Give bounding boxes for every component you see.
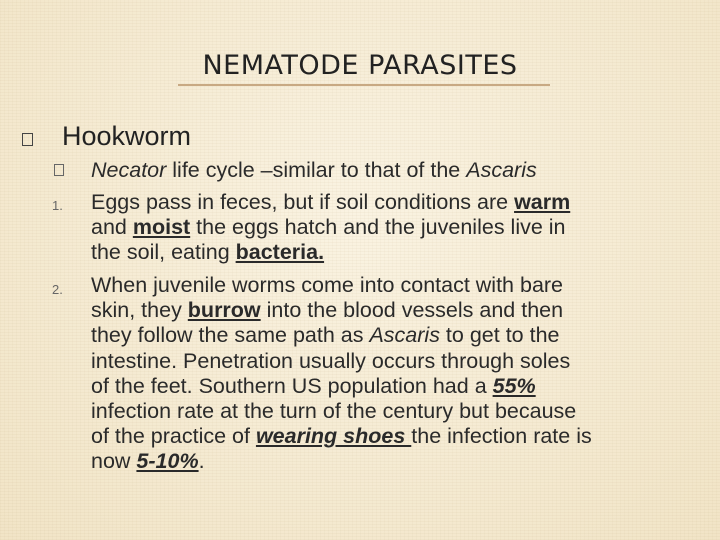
- text: .: [198, 449, 205, 474]
- text: life cycle –similar to that of the: [166, 158, 467, 182]
- text: they follow the same path as: [91, 323, 370, 348]
- keyword-warm: warm: [514, 190, 571, 214]
- text: the infection rate is: [411, 424, 592, 449]
- text: infection rate at the turn of the century but because: [91, 399, 577, 424]
- list-item-1: [91, 190, 703, 266]
- text: now: [91, 449, 137, 474]
- list-item-life-cycle: [91, 158, 703, 183]
- keyword-burrow: burrow: [187, 298, 261, 323]
- genus-ascaris: Ascaris: [369, 323, 440, 348]
- keyword-wearing-shoes: wearing shoes: [255, 424, 412, 449]
- list-item-2: [91, 273, 703, 475]
- text: the soil, eating: [91, 240, 236, 265]
- text: of the practice of: [91, 424, 256, 449]
- slide-title: NEMATODE PARASITES: [202, 50, 518, 81]
- square-bullet-icon: [54, 164, 64, 176]
- text: of the feet. Southern US population had a: [91, 373, 493, 398]
- keyword-5-10-percent: 5-10%: [136, 449, 199, 474]
- genus-ascaris: Ascaris: [466, 158, 537, 182]
- keyword-55-percent: 55%: [492, 373, 536, 398]
- text: Eggs pass in feces, but if soil conditions are: [91, 190, 515, 214]
- text: and: [91, 215, 133, 240]
- text: the eggs hatch and the juveniles live in: [190, 215, 566, 240]
- heading-hookworm: Hookworm: [62, 121, 192, 151]
- list-number-2: 2.: [52, 282, 63, 297]
- text: skin, they: [91, 298, 188, 323]
- text: intestine. Penetration usually occurs through soles: [91, 348, 571, 373]
- genus-necator: Necator: [91, 158, 167, 182]
- keyword-moist: moist: [132, 215, 191, 240]
- title-underline: [178, 84, 550, 86]
- text: into the blood vessels and then: [260, 298, 564, 323]
- keyword-bacteria: bacteria.: [235, 240, 325, 265]
- text: When juvenile worms come into contact with bare: [91, 273, 564, 297]
- list-number-1: 1.: [52, 198, 63, 213]
- text: to get to the: [439, 323, 560, 348]
- square-bullet-icon: [22, 133, 33, 146]
